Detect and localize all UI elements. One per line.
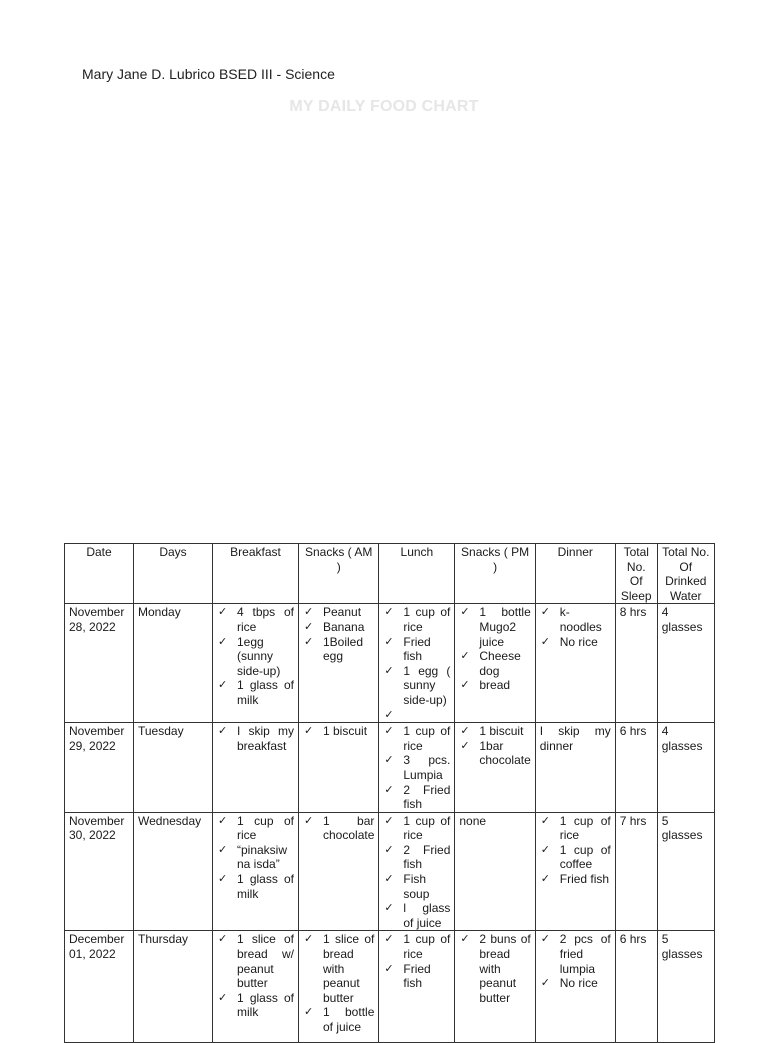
list-item: ✓ 1 cup of rice — [384, 724, 451, 753]
list-item: ✓ 1 cup of rice — [218, 813, 294, 843]
list-item: ✓ Banana — [304, 619, 365, 634]
checkmark-icon: ✓ — [460, 739, 470, 752]
list-item: ✓ I skip my breakfast — [218, 724, 294, 753]
lunch-cell — [379, 931, 455, 1043]
breakfast-cell — [213, 723, 299, 813]
date-cell: November 28, 2022 — [65, 604, 134, 723]
list-item: ✓ 1 bottle of juice — [304, 1005, 375, 1034]
list-item: ✓ 1 slice of bread with peanut butter — [304, 932, 375, 1005]
food-chart-table — [64, 543, 715, 1043]
checkmark-icon: ✓ — [540, 606, 550, 619]
checkmark-icon: ✓ — [540, 977, 550, 990]
water-cell: 4 glasses — [657, 604, 714, 723]
dinner-cell — [535, 812, 615, 931]
list-item: ✓ 2 Fried fish — [384, 782, 451, 812]
checkmark-icon: ✓ — [384, 933, 394, 946]
list-item: ✓ 1 cup of rice — [540, 813, 611, 843]
breakfast-cell — [213, 931, 299, 1043]
checkmark-icon: ✓ — [218, 679, 228, 692]
list-item: ✓ Peanut — [304, 605, 362, 620]
dinner-cell — [535, 604, 615, 723]
list-item: ✓ 1 cup of rice — [384, 813, 451, 843]
list-item: ✓ 1 cup of rice — [384, 932, 451, 962]
checkmark-icon: ✓ — [384, 606, 394, 619]
snacks-am-cell — [299, 723, 379, 813]
day-cell: Monday — [134, 604, 213, 723]
day-cell: Wednesday — [134, 812, 213, 931]
list-item: ✓ 1 cup of coffee — [540, 842, 611, 872]
checkmark-icon: ✓ — [460, 933, 470, 946]
checkmark-icon: ✓ — [218, 725, 228, 738]
list-item: ✓ bread — [460, 678, 511, 693]
snacks-am-cell — [299, 604, 379, 723]
checkmark-icon: ✓ — [460, 606, 470, 619]
checkmark-icon: ✓ — [540, 873, 550, 886]
page-title: MY DAILY FOOD CHART — [289, 98, 479, 115]
lunch-cell — [379, 604, 455, 723]
sleep-cell: 7 hrs — [615, 812, 657, 931]
day-cell: Thursday — [134, 931, 213, 1043]
table-row — [65, 812, 715, 931]
list-item: ✓ 1 cup of rice — [384, 605, 451, 634]
list-item: ✓ 1 biscuit — [304, 724, 368, 739]
water-cell: 4 glasses — [657, 723, 714, 813]
list-item: ✓ Fish soup — [384, 872, 430, 901]
table-row — [65, 723, 715, 813]
snacks-pm-cell — [455, 723, 535, 813]
checkmark-icon: ✓ — [384, 873, 394, 886]
water-cell: 5 glasses — [657, 931, 714, 1043]
list-item — [383, 708, 450, 723]
list-item: ✓ l glass of juice — [384, 901, 451, 930]
checkmark-icon: ✓ — [218, 873, 228, 886]
list-item: ✓ 1 bar chocolate — [304, 813, 375, 843]
sleep-cell: 6 hrs — [615, 723, 657, 813]
checkmark-icon: ✓ — [218, 991, 228, 1004]
list-item: ✓ No rice — [540, 634, 598, 649]
checkmark-icon: ✓ — [384, 664, 394, 677]
breakfast-cell — [213, 604, 299, 723]
list-item: ✓ 3 pcs. Lumpia — [384, 753, 451, 782]
date-cell: December 01, 2022 — [65, 931, 134, 1043]
list-item: ✓ “pinaksiw na isda” — [218, 842, 288, 872]
col-header-dinner: Dinner — [535, 544, 615, 604]
day-cell: Tuesday — [134, 723, 213, 813]
checkmark-icon: ✓ — [540, 635, 550, 648]
date-cell: November 30, 2022 — [65, 812, 134, 931]
checkmark-icon: ✓ — [304, 933, 314, 946]
list-item: ✓ 2 buns of bread with peanut butter — [460, 932, 531, 1005]
snacks-pm-cell — [455, 931, 535, 1043]
list-item: ✓ 1bar chocolate — [460, 738, 531, 768]
list-item: ✓ 1egg (sunny side-up) — [218, 634, 281, 678]
table-row — [65, 931, 715, 1043]
checkmark-icon: ✓ — [218, 606, 228, 619]
col-header-sleep: Total No. Of Sleep — [615, 544, 657, 604]
checkmark-icon: ✓ — [540, 933, 550, 946]
list-item: ✓ 2 Fried fish — [384, 842, 451, 872]
checkmark-icon: ✓ — [384, 754, 394, 767]
col-header-snacks-am: Snacks ( AM ) — [299, 544, 379, 604]
table-header-row — [65, 544, 715, 604]
list-item: ✓ No rice — [540, 976, 598, 991]
list-item: ✓ Fried fish — [384, 634, 431, 664]
checkmark-icon: ✓ — [540, 843, 550, 856]
date-cell: November 29, 2022 — [65, 723, 134, 813]
water-cell: 5 glasses — [657, 812, 714, 931]
checkmark-icon: ✓ — [218, 933, 228, 946]
list-item: ✓ 1Boiled egg — [304, 634, 364, 664]
checkmark-icon: ✓ — [384, 962, 394, 975]
list-item: ✓ Fried fish — [540, 872, 610, 887]
col-header-breakfast: Breakfast — [213, 544, 299, 604]
checkmark-icon: ✓ — [304, 606, 314, 619]
table-row — [65, 604, 715, 723]
list-item: ✓ k-noodles — [540, 605, 602, 634]
col-header-water: Total No. Of Drinked Water — [657, 544, 714, 604]
checkmark-icon: ✓ — [304, 635, 314, 648]
checkmark-icon: ✓ — [384, 783, 394, 796]
snacks-am-cell — [299, 931, 379, 1043]
list-item: ✓ 1 glass of milk — [218, 678, 294, 707]
list-item: ✓ Fried fish — [384, 961, 431, 991]
dinner-cell — [535, 931, 615, 1043]
lunch-cell — [379, 723, 455, 813]
list-item: ✓ 4 tbps of rice — [218, 605, 294, 634]
checkmark-icon: ✓ — [218, 814, 228, 827]
author-line: Mary Jane D. Lubrico BSED III - Science — [82, 66, 335, 82]
dinner-cell: I skip my dinner — [535, 723, 615, 813]
checkmark-icon: ✓ — [384, 725, 394, 738]
list-item: ✓ 1 slice of bread w/ peanut butter — [218, 932, 294, 991]
checkmark-icon: ✓ — [460, 650, 470, 663]
checkmark-icon: ✓ — [460, 679, 470, 692]
col-header-date: Date — [65, 544, 134, 604]
col-header-days: Days — [134, 544, 213, 604]
checkmark-icon: ✓ — [384, 814, 394, 827]
list-item: ✓ 1 biscuit — [460, 724, 524, 739]
checkmark-icon: ✓ — [384, 843, 394, 856]
checkmark-icon: ✓ — [460, 725, 470, 738]
col-header-lunch: Lunch — [379, 544, 455, 604]
snacks-am-cell — [299, 812, 379, 931]
checkmark-icon: ✓ — [218, 843, 228, 856]
checkmark-icon: ✓ — [304, 814, 314, 827]
list-item: ✓ 1 glass of milk — [218, 990, 294, 1020]
list-item: ✓ 1 egg ( sunny side-up) — [384, 663, 451, 707]
checkmark-icon: ✓ — [218, 635, 228, 648]
checkmark-icon: ✓ — [384, 902, 394, 915]
checkmark-icon: ✓ — [304, 620, 314, 633]
list-item: ✓ 2 pcs of fried lumpia — [540, 932, 611, 976]
checkmark-icon: ✓ — [540, 814, 550, 827]
sleep-cell: 8 hrs — [615, 604, 657, 723]
col-header-snacks-pm: Snacks ( PM ) — [455, 544, 535, 604]
sleep-cell: 6 hrs — [615, 931, 657, 1043]
checkmark-icon: ✓ — [384, 635, 394, 648]
breakfast-cell — [213, 812, 299, 931]
list-item: ✓ 1 glass of milk — [218, 872, 294, 901]
list-item: ✓ Cheese dog — [460, 649, 521, 678]
list-item: ✓ 1 bottle Mugo2 juice — [460, 605, 531, 649]
checkmark-icon: ✓ — [304, 725, 314, 738]
checkmark-icon: ✓ — [384, 708, 394, 721]
snacks-pm-cell — [455, 604, 535, 723]
lunch-cell — [379, 812, 455, 931]
checkmark-icon: ✓ — [304, 1006, 314, 1019]
snacks-pm-cell: none — [455, 812, 535, 931]
